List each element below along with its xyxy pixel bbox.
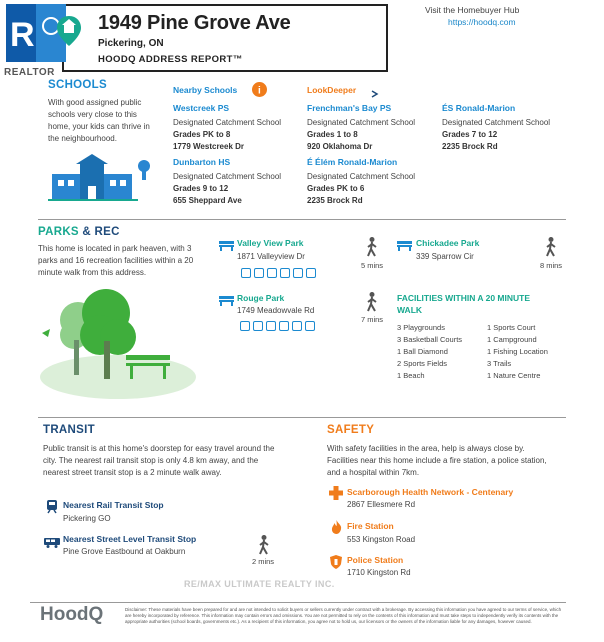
park-bench-icon	[397, 238, 412, 256]
police-shield-icon	[330, 555, 342, 574]
parks-title-a: PARKS	[38, 226, 79, 238]
footer-divider	[30, 602, 566, 603]
park-address: 1749 Meadowvale Rd	[237, 306, 315, 315]
school-name: Frenchman's Bay PS	[307, 103, 392, 113]
school-card[interactable]	[173, 103, 303, 153]
safety-facility-address: 553 Kingston Road	[347, 535, 416, 544]
walking-person-icon	[545, 237, 557, 262]
svg-text:R: R	[10, 16, 35, 54]
facility-item: 1 Ball Diamond	[397, 347, 448, 356]
facility-item: 1 Fishing Location	[487, 347, 548, 356]
park-address: 339 Sparrow Cir	[416, 252, 474, 261]
facilities-list-left	[397, 322, 462, 382]
fire-icon	[331, 520, 342, 539]
park-address: 1871 Valleyview Dr	[237, 252, 305, 261]
park-facility-icons	[241, 265, 319, 283]
schools-description: With good assigned public schools very close to this home, your kids can thrive in the neighbourhood.	[48, 98, 150, 143]
facilities-title: FACILITIES WITHIN A 20 MINUTE WALK	[397, 293, 531, 315]
facility-item: 3 Playgrounds	[397, 323, 445, 332]
park-bench-icon	[219, 238, 234, 256]
school-building-icon	[48, 152, 153, 207]
school-name: É Élém Ronald-Marion	[307, 157, 398, 167]
transit-title: TRANSIT	[43, 424, 95, 436]
school-address: 1779 Westcreek Dr	[173, 142, 245, 151]
map-pin-icon	[54, 14, 84, 53]
school-grades: Grades PK to 6	[307, 184, 365, 193]
school-grades: Grades PK to 8	[173, 130, 231, 139]
realtor-brand-text: REALTOR	[4, 67, 55, 78]
transit-description: Public transit is at this home's doorstep for easy travel around the city. The nearest rail transit stop is only 4.8 km away, and the nearest street transit stop is a 2 minute walk away.	[43, 444, 275, 477]
walking-person-icon	[366, 292, 378, 317]
school-type: Designated Catchment School	[173, 118, 282, 127]
schools-title: SCHOOLS	[48, 79, 107, 91]
school-grades: Grades 9 to 12	[173, 184, 229, 193]
lookdeeper-label[interactable]: LookDeeper	[307, 85, 357, 95]
school-address: 2235 Brock Rd	[307, 196, 363, 205]
school-card[interactable]	[307, 103, 437, 153]
nearby-schools-label: Nearby Schools	[173, 85, 238, 95]
school-address: 655 Sheppard Ave	[173, 196, 242, 205]
park-name[interactable]: Valley View Park	[237, 238, 304, 248]
walk-mins: 5 mins	[360, 261, 384, 270]
park-name[interactable]: Chickadee Park	[416, 238, 480, 248]
facilities-list-right	[487, 322, 548, 382]
section-divider	[38, 219, 566, 220]
address-title: 1949 Pine Grove Ave	[98, 12, 291, 34]
parks-title-b: & REC	[78, 226, 120, 238]
street-transit-value: Pine Grove Eastbound at Oakburn	[63, 547, 186, 556]
facility-item: 1 Nature Centre	[487, 371, 541, 380]
walk-mins: 8 mins	[539, 261, 563, 270]
hospital-cross-icon	[329, 486, 343, 505]
safety-description: With safety facilities in the area, help is always close by. Facilities near this home include a fire station, a police station, and a hospital within 7km.	[327, 444, 547, 477]
rail-transit-value: Pickering GO	[63, 514, 111, 523]
school-type: Designated Catchment School	[307, 172, 416, 181]
school-address: 2235 Brock Rd	[442, 142, 498, 151]
facility-item: 3 Basketball Courts	[397, 335, 463, 344]
facility-item: 2 Sports Fields	[397, 359, 448, 368]
school-grades: Grades 7 to 12	[442, 130, 498, 139]
walk-mins: 2 mins	[251, 557, 275, 566]
park-facility-icons	[240, 318, 318, 336]
safety-title: SAFETY	[327, 424, 375, 436]
lookdeeper-arrow-icon	[370, 86, 380, 104]
park-name[interactable]: Rouge Park	[237, 293, 285, 303]
report-label: HOODQ ADDRESS REPORT™	[98, 54, 243, 65]
parks-description: This home is located in park heaven, with 3 parks and 16 recreation facilities within a 20 minute walk from this address.	[38, 244, 194, 277]
rail-transit-label: Nearest Rail Transit Stop	[63, 500, 164, 510]
safety-facility-name: Scarborough Health Network - Centenary	[347, 487, 514, 497]
facility-item: 1 Beach	[397, 371, 425, 380]
school-grades: Grades 1 to 8	[307, 130, 358, 139]
school-name: Dunbarton HS	[173, 157, 231, 167]
walk-mins: 7 mins	[360, 315, 384, 324]
school-card[interactable]	[307, 157, 437, 207]
train-icon	[46, 500, 58, 519]
safety-facility-name: Fire Station	[347, 521, 394, 531]
svg-text:i: i	[258, 85, 261, 97]
park-trees-illustration	[38, 285, 198, 405]
school-type: Designated Catchment School	[173, 172, 282, 181]
street-transit-label: Nearest Street Level Transit Stop	[63, 534, 197, 544]
section-divider	[38, 417, 566, 418]
safety-facility-address: 2867 Ellesmere Rd	[347, 500, 416, 509]
facility-item: 1 Campground	[487, 335, 537, 344]
school-type: Designated Catchment School	[442, 118, 551, 127]
homebuyer-hub-text: Visit the Homebuyer Hub	[425, 5, 520, 15]
hoodq-logo: HoodQ	[40, 604, 104, 625]
parks-title	[38, 226, 120, 238]
school-card[interactable]	[173, 157, 303, 207]
homebuyer-hub-link[interactable]: https://hoodq.com	[448, 17, 516, 27]
brokerage-watermark: RE/MAX ULTIMATE REALTY INC.	[184, 579, 335, 589]
disclaimer-text: Disclaimer: These materials have been prepared for and are not intended to solicit buyers or sellers currently under contract with a brokerage. By accessing this information you have agreed to our terms of service, which are hereby incorporated by reference. This information may contain errors and omissions. You are not permitted to rely on the contents of this information and must take steps to independently verify its contents with the appropriate authorities (school boards, governments etc.). As a recipient of this information, you agree not to hold us, our licensors or the owners of the information liable for any damages, however caused.	[125, 607, 562, 624]
bus-icon	[44, 535, 60, 553]
facility-item: 1 Sports Court	[487, 323, 536, 332]
school-type: Designated Catchment School	[307, 118, 416, 127]
park-bench-icon	[219, 293, 234, 311]
walking-person-icon	[366, 237, 378, 262]
school-address: 920 Oklahoma Dr	[307, 142, 373, 151]
address-city: Pickering, ON	[98, 38, 164, 49]
safety-facility-name: Police Station	[347, 555, 404, 565]
school-name: Westcreek PS	[173, 103, 230, 113]
school-name: ÉS Ronald-Marion	[442, 103, 516, 113]
info-icon[interactable]	[252, 82, 267, 102]
safety-facility-address: 1710 Kingston Rd	[347, 568, 411, 577]
school-card[interactable]	[442, 103, 572, 153]
facility-item: 3 Trails	[487, 359, 512, 368]
